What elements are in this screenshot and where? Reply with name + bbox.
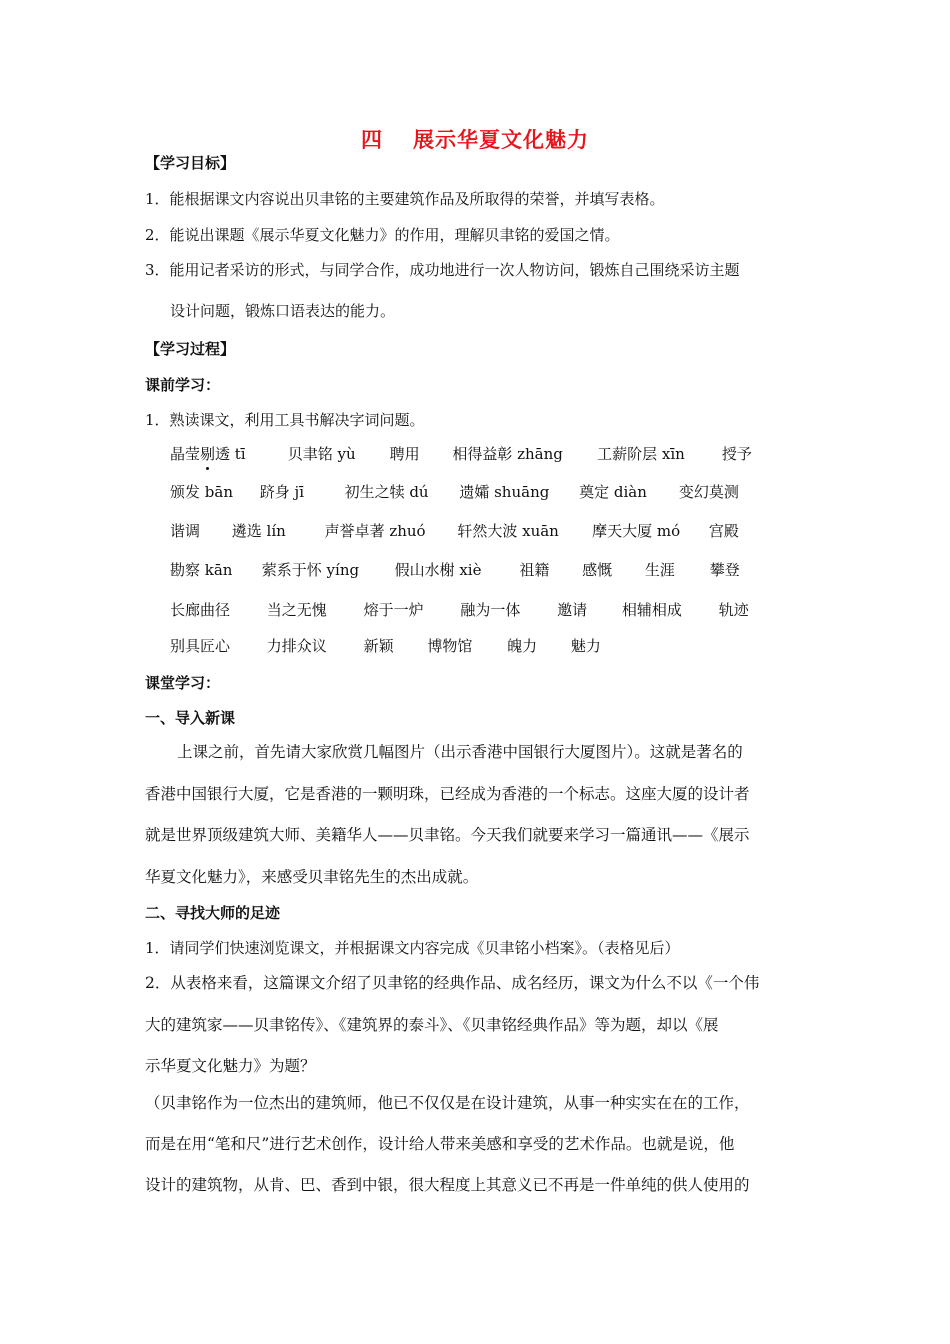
vocab-row xyxy=(170,481,759,502)
classstudy-heading: 课堂学习： xyxy=(145,674,221,692)
vocab-word: 博物馆 xyxy=(427,637,473,655)
vocab-word: 遗孀 shuāng xyxy=(459,483,550,501)
vocab-word: 声誉卓著 zhuó xyxy=(324,522,426,540)
objective-item: 2．能说出课题《展示华夏文化魅力》的作用，理解贝聿铭的爱国之情。 xyxy=(145,226,620,244)
vocab-word: 魅力 xyxy=(570,637,601,655)
section2-answer: （贝聿铭作为一位杰出的建筑师，他已不仅仅是在设计建筑，从事一种实实在在的工作， 而是在用“笔和尺”进行艺术创作，设计给人带来美感和享受的艺术作品。也就是说，他 设计的建筑物，从肯、巴、香到中银，很大程度上其意义已不再是一件单纯的供人使用的 xyxy=(145,1094,750,1194)
vocab-word: 感慨 xyxy=(582,561,613,579)
vocab-word: 邀请 xyxy=(557,601,588,619)
vocab-word: 摩天大厦 mó xyxy=(592,522,681,540)
process-heading: 【学习过程】 xyxy=(145,340,236,358)
objective-item-continued: 设计问题，锻炼口语表达的能力。 xyxy=(170,302,396,320)
title-text: 展示华夏文化魅力 xyxy=(413,128,589,152)
objective-item: 3．能用记者采访的形式，与同学合作，成功地进行一次人物访问，锻炼自己围绕采访主题 xyxy=(145,261,740,279)
section2-heading: 二、寻找大师的足迹 xyxy=(145,904,281,922)
vocab-word: 初生之犊 dú xyxy=(344,483,429,501)
prestudy-heading: 课前学习： xyxy=(145,376,221,394)
objectives-heading: 【学习目标】 xyxy=(145,154,236,172)
vocab-word: 轨迹 xyxy=(718,601,749,619)
section2-question: 2．从表格来看，这篇课文介绍了贝聿铭的经典作品、成名经历，课文为什么不以《一个伟 大的建筑家——贝聿铭传》、《建筑界的泰斗》、《贝聿铭经典作品》等为题，却以《展 示华夏文化魅力》为题？ xyxy=(145,974,760,1075)
section1-heading: 一、导入新课 xyxy=(145,709,236,727)
vocab-word: 工薪阶层 xīn xyxy=(597,445,685,463)
vocab-word: 颁发 bān xyxy=(170,483,233,501)
vocab-word: 遴选 lín xyxy=(231,522,286,540)
vocab-word: 熔于一炉 xyxy=(363,601,424,619)
page-title xyxy=(0,124,950,154)
objective-item: 1．能根据课文内容说出贝聿铭的主要建筑作品及所取得的荣誉，并填写表格。 xyxy=(145,190,665,208)
vocab-word: 攀登 xyxy=(709,561,740,579)
vocab-word: 勘察 kān xyxy=(170,561,233,579)
vocab-word: 生涯 xyxy=(644,561,675,579)
vocab-word: 晶莹剔透 tī xyxy=(170,445,246,463)
vocab-row xyxy=(170,559,760,580)
vocab-word: 跻身 jī xyxy=(259,483,304,501)
vocab-word: 别具匠心 xyxy=(170,637,231,655)
vocab-word: 当之无愧 xyxy=(266,601,327,619)
vocab-word: 萦系于怀 yíng xyxy=(261,561,360,579)
title-number: 四 xyxy=(361,128,383,152)
vocab-row xyxy=(170,635,621,656)
vocab-word: 宫殿 xyxy=(708,522,739,540)
vocab-word: 变幻莫测 xyxy=(678,483,739,501)
vocab-word: 假山水榭 xiè xyxy=(394,561,482,579)
section1-paragraph: 上课之前，首先请大家欣赏几幅图片（出示香港中国银行大厦图片）。这就是著名的 香港中国银行大厦，它是香港的一颗明珠，已经成为香港的一个标志。这座大厦的设计者 就是世界顶级建筑大师、美籍华人——贝聿铭。今天我们就要来学习一篇通讯——《展示 华夏文化魅力》，来感受贝聿铭先生的杰出成就。 xyxy=(145,743,750,886)
vocab-word: 授予 xyxy=(721,445,752,463)
vocab-word: 魄力 xyxy=(507,637,538,655)
vocab-word: 相得益彰 zhāng xyxy=(452,445,563,463)
vocab-word: 相辅相成 xyxy=(621,601,682,619)
vocab-word: 长廊曲径 xyxy=(170,601,231,619)
vocab-word: 谐调 xyxy=(170,522,201,540)
vocab-row xyxy=(170,520,759,541)
vocab-word: 新颖 xyxy=(363,637,394,655)
vocab-word: 融为一体 xyxy=(460,601,521,619)
vocab-row xyxy=(170,599,769,620)
vocab-word: 聘用 xyxy=(389,445,420,463)
prestudy-item: 1．熟读课文，利用工具书解决字词问题。 xyxy=(145,411,425,429)
section2-item: 1．请同学们快速浏览课文，并根据课文内容完成《贝聿铭小档案》。（表格见后） xyxy=(145,939,680,957)
vocab-row xyxy=(170,443,772,464)
vocab-word: 祖籍 xyxy=(519,561,550,579)
vocab-word: 力排众议 xyxy=(266,637,327,655)
vocab-word: 贝聿铭 yù xyxy=(287,445,356,463)
vocab-word: 轩然大波 xuān xyxy=(457,522,559,540)
vocab-word: 奠定 diàn xyxy=(579,483,647,501)
